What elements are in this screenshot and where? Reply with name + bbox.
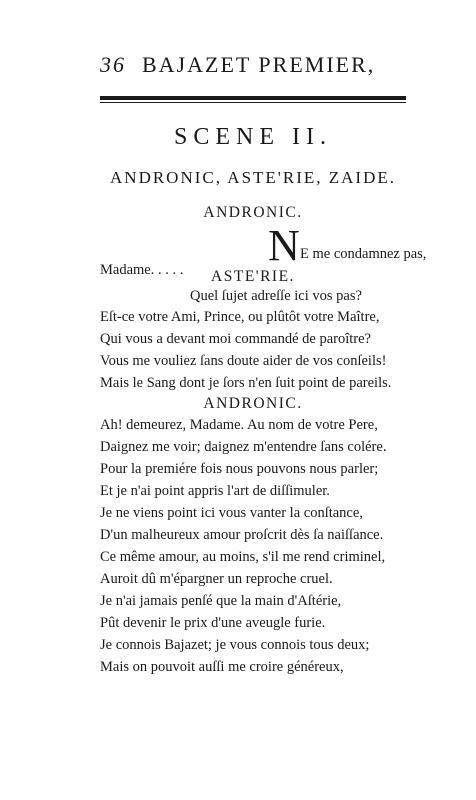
verse-line: Pût devenir le prix d'une aveugle furie. bbox=[100, 615, 326, 631]
speaker-andronic-1: ANDRONIC. bbox=[203, 204, 303, 221]
scene-title: SCENE II. bbox=[174, 124, 332, 150]
drop-cap: N bbox=[268, 221, 300, 270]
verse-line: Et je n'ai point appris l'art de diſſimuler. bbox=[100, 483, 330, 499]
speaker-asterie: ASTE'RIE. bbox=[211, 268, 295, 285]
verse-line: Daignez me voir; daignez m'entendre ſans colére. bbox=[100, 439, 387, 455]
verse-line: D'un malheureux amour proſcrit dès ſa naiſſance. bbox=[100, 527, 384, 543]
verse-line: Qui vous a devant moi commandé de paroître? bbox=[100, 331, 371, 347]
speaker-andronic-2: ANDRONIC. bbox=[203, 395, 303, 412]
verse-line: Je ne viens point ici vous vanter la conſtance, bbox=[100, 505, 363, 521]
verse-line: Ce même amour, au moins, s'il me rend criminel, bbox=[100, 549, 386, 565]
running-header bbox=[100, 52, 410, 82]
verse-line: Eſt-ce votre Ami, Prince, ou plûtôt votre Maître, bbox=[100, 309, 380, 325]
verse-line: Ah! demeurez, Madame. Au nom de votre Pere, bbox=[100, 417, 378, 433]
verse-line: Je connois Bajazet; je vous connois tous deux; bbox=[100, 637, 370, 653]
header-rule-thin bbox=[100, 102, 406, 103]
verse-line: Madame. . . . . bbox=[100, 262, 184, 278]
verse-line: Mais on pouvoit auſſi me croire généreux, bbox=[100, 659, 344, 675]
verse-line: Mais le Sang dont je ſors n'en ſuit point de pareils. bbox=[100, 375, 392, 391]
verse-line: Auroit dû m'épargner un reproche cruel. bbox=[100, 571, 333, 587]
verse-line: Je n'ai jamais penſé que la main d'Aſtérie, bbox=[100, 593, 342, 609]
verse-line: Vous me vouliez ſans doute aider de vos conſeils! bbox=[100, 353, 387, 369]
running-title: BAJAZET PREMIER, bbox=[142, 52, 376, 77]
verse-line: Pour la premiére fois nous pouvons nous parler; bbox=[100, 461, 379, 477]
verse-line: Quel ſujet adreſſe ici vos pas? bbox=[190, 288, 362, 304]
header-rule-thick bbox=[100, 96, 406, 100]
verse-line: E me condamnez pas, bbox=[300, 246, 427, 262]
page-number: 36 bbox=[100, 52, 126, 77]
scene-characters: ANDRONIC, ASTE'RIE, ZAIDE. bbox=[110, 168, 396, 187]
